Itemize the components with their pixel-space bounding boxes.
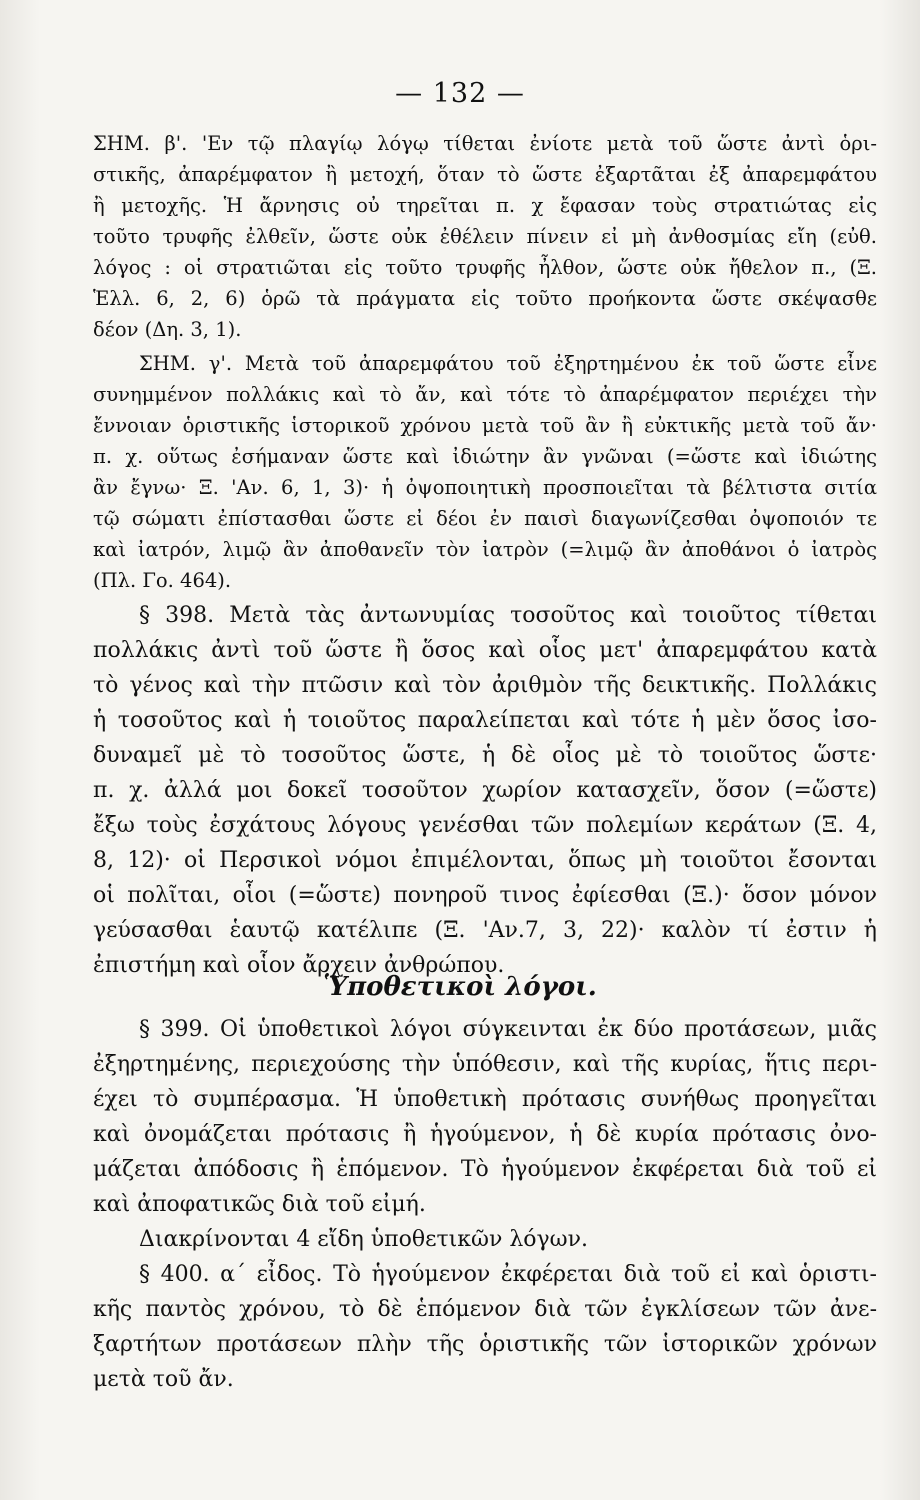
- text-line: καὶ ὀνομάζεται πρότασις ἢ ἡγούμενον, ἡ δὲ κυρία πρότασις ὀνο-: [93, 1122, 877, 1147]
- text-line: ἢ μετοχῆς. Ἡ ἄρνησις οὐ τηρεῖται π. χ ἔφασαν τοὺς στρατιώτας εἰς: [93, 194, 877, 217]
- text-line: § 398. Μετὰ τὰς ἀντωνυμίας τοσοῦτος καὶ τοιοῦτος τίθεται: [139, 603, 877, 628]
- text-line: Διακρίνονται 4 εἴδη ὑποθετικῶν λόγων.: [139, 1227, 588, 1252]
- text-line: (Πλ. Γο. 464).: [93, 569, 232, 592]
- text-line: έχει τὸ συμπέρασμα. Ἡ ὑποθετικὴ πρότασις συνήθως προηγεῖται: [93, 1087, 877, 1112]
- text-line: ΣΗΜ. β'. 'Εν τῷ πλαγίῳ λόγῳ τίθεται ἐνίοτε μετὰ τοῦ ὥστε ἀντὶ ὁρι-: [93, 132, 877, 155]
- text-line: πολλάκις ἀντὶ τοῦ ὥστε ἢ ὅσος καὶ οἷος μετ' ἀπαρεμφάτου κατὰ: [93, 638, 877, 663]
- text-line: ξαρτήτων προτάσεων πλὴν τῆς ὁριστικῆς τῶν ἱστορικῶν χρόνων: [93, 1332, 877, 1357]
- text-line: ἐξηρτημένης, περιεχούσης τὴν ὑπόθεσιν, καὶ τῆς κυρίας, ἥτις περι-: [93, 1052, 877, 1077]
- text-line: ἂν ἔγνω· Ξ. 'Αν. 6, 1, 3)· ἡ ὀψοποιητικὴ προσποιεῖται τὰ βέλτιστα σιτία: [93, 476, 877, 499]
- text-line: μάζεται ἀπόδοσις ἢ ἑπόμενον. Τὸ ἡγούμενον ἐκφέρεται διὰ τοῦ εἰ: [93, 1157, 877, 1182]
- text-line: οἱ πολῖται, οἷοι (=ὥστε) πονηροῦ τινος ἐφίεσθαι (Ξ.)· ὅσον μόνον: [93, 883, 877, 908]
- text-line: § 400. α΄ εἶδος. Τὸ ἡγούμενον ἐκφέρεται διὰ τοῦ εἰ καὶ ὁριστι-: [139, 1262, 877, 1287]
- text-line: γεύσασθαι ἑαυτῷ κατέλιπε (Ξ. 'Αν.7, 3, 22)· καλὸν τί ἐστιν ἡ: [93, 918, 877, 943]
- text-line: ἡ τοσοῦτος καὶ ἡ τοιοῦτος παραλείπεται καὶ τότε ἡ μὲν ὅσος ἰσο-: [93, 708, 877, 733]
- page-number: — 132 —: [395, 78, 525, 109]
- text-line: δυναμεῖ μὲ τὸ τοσοῦτος ὥστε, ἡ δὲ οἷος μὲ τὸ τοιοῦτος ὥστε·: [93, 743, 877, 768]
- text-line: π. χ. οὕτως ἐσήμαναν ὥστε καὶ ἰδιώτην ἂν γνῶναι (=ὥστε καὶ ἰδιώτης: [93, 445, 877, 468]
- text-line: τῷ σώματι ἐπίστασθαι ὥστε εἰ δέοι ἐν παισὶ διαγωνίζεσθαι ὀψοποιόν τε: [93, 507, 877, 530]
- text-line: 8, 12)· οἱ Περσικοὶ νόμοι ἐπιμέλονται, ὅπως μὴ τοιοῦτοι ἔσονται: [93, 848, 877, 873]
- text-line: λόγος : οἱ στρατιῶται εἰς τοῦτο τρυφῆς ἦλθον, ὥστε οὐκ ἤθελον π., (Ξ.: [93, 256, 877, 279]
- text-line: τὸ γένος καὶ τὴν πτῶσιν καὶ τὸν ἀριθμὸν τῆς δεικτικῆς. Πολλάκις: [93, 673, 877, 698]
- text-line: τοῦτο τρυφῆς ἐλθεῖν, ὥστε οὐκ ἐθέλειν πίνειν εἰ μὴ ἀνθοσμίας εἴη (εὐθ.: [93, 225, 877, 248]
- text-line: στικῆς, ἀπαρέμφατον ἢ μετοχή, ὅταν τὸ ὥστε ἐξαρτᾶται ἐξ ἀπαρεμφάτου: [93, 163, 877, 186]
- text-line: καὶ ἰατρόν, λιμῷ ἂν ἀποθανεῖν τὸν ἰατρὸν (=λιμῷ ἂν ἀποθάνοι ὁ ἰατρὸς: [93, 538, 877, 561]
- text-line: δέον (Δη. 3, 1).: [93, 318, 242, 341]
- text-line: καὶ ἀποφατικῶς διὰ τοῦ εἰμή.: [93, 1192, 426, 1217]
- text-line: κῆς παντὸς χρόνου, τὸ δὲ ἑπόμενον διὰ τῶν ἐγκλίσεων τῶν ἀνε-: [93, 1297, 877, 1322]
- text-line: μετὰ τοῦ ἄν.: [93, 1367, 234, 1392]
- text-line: Ἑλλ. 6, 2, 6) ὁρῶ τὰ πράγματα εἰς τοῦτο προήκοντα ὥστε σκέψασθε: [93, 287, 877, 310]
- text-line: ἐπιστήμη καὶ οἷον ἄρχειν ἀνθρώπου.: [93, 953, 505, 978]
- text-line: § 399. Οἱ ὑποθετικοὶ λόγοι σύγκεινται ἐκ δύο προτάσεων, μιᾶς: [139, 1017, 877, 1042]
- text-line: ἔξω τοὺς ἐσχάτους λόγους γενέσθαι τῶν πολεμίων κεράτων (Ξ. 4,: [93, 813, 877, 838]
- text-line: συνημμένον πολλάκις καὶ τὸ ἄν, καὶ τότε τὸ ἀπαρέμφατον περιέχει τὴν: [93, 383, 877, 406]
- text-line: ΣΗΜ. γ'. Μετὰ τοῦ ἀπαρεμφάτου τοῦ ἐξηρτημένου ἐκ τοῦ ὥστε εἶνε: [139, 352, 877, 375]
- text-line: π. χ. ἀλλά μοι δοκεῖ τοσοῦτον χωρίον κατασχεῖν, ὅσον (=ὥστε): [93, 778, 877, 803]
- text-line: ἔννοιαν ὁριστικῆς ἱστορικοῦ χρόνου μετὰ τοῦ ἂν ἢ εὐκτικῆς μετὰ τοῦ ἄν·: [93, 414, 877, 437]
- section-heading: Ὑποθετικοὶ λόγοι.: [323, 972, 597, 1002]
